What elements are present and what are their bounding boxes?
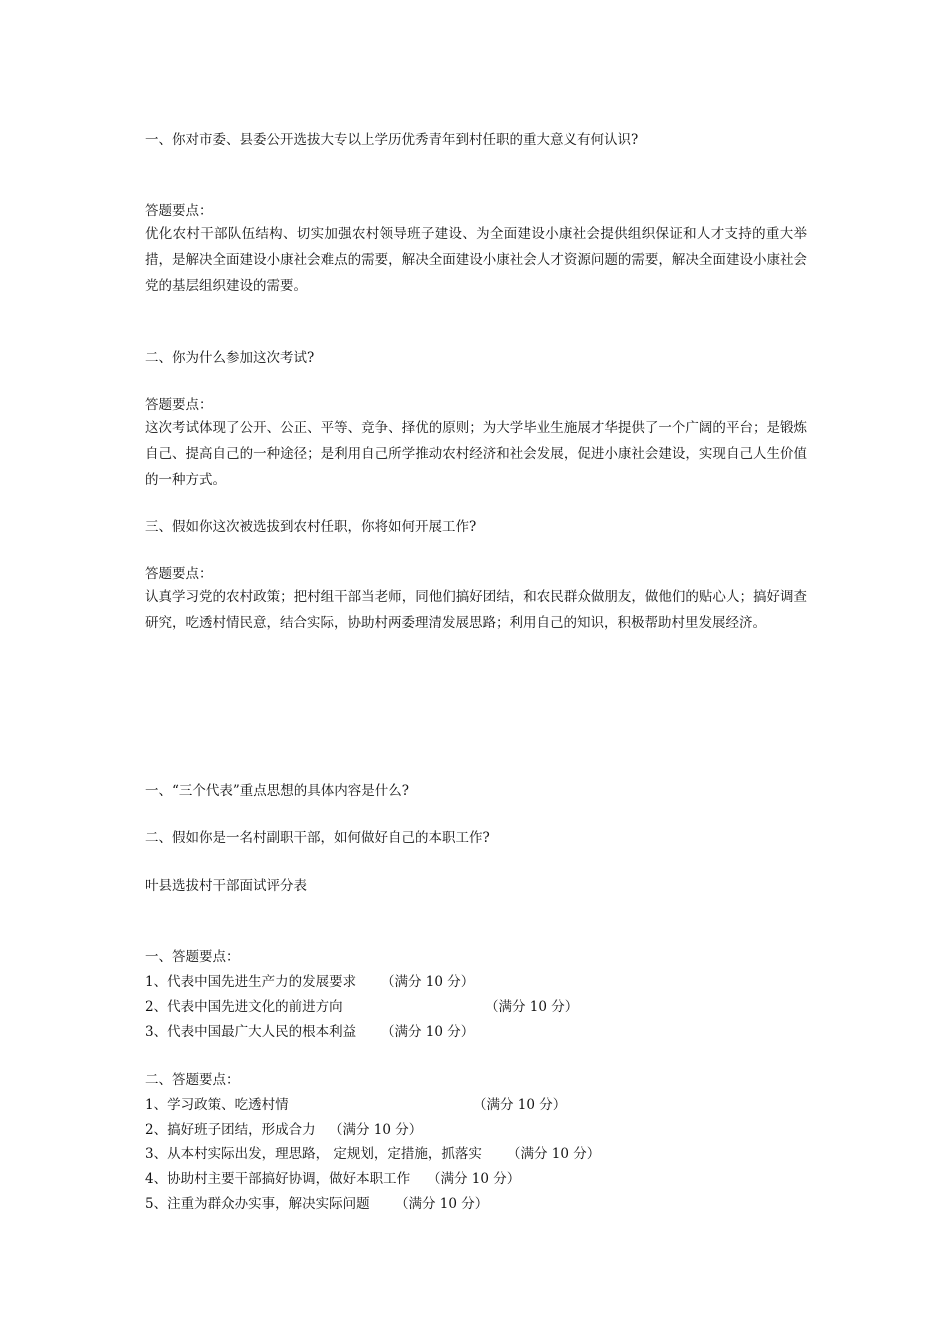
item-score: （满分 10 分） <box>329 1122 423 1138</box>
answer-1-text: 优化农村干部队伍结构、切实加强农村领导班子建设、为全面建设小康社会提供组织保证和人才支持的重大举措，是解决全面建设小康社会难点的需要，解决全面建设小康社会人才资源问题的需要，解决全面建设小康社会党的基层组织建设的需要。 <box>145 226 807 294</box>
part-2-item <box>145 1169 815 1189</box>
part-1-label: 一、答题要点： <box>145 949 240 965</box>
part-2-item <box>145 1095 815 1115</box>
part-2-label: 二、答题要点： <box>145 1072 240 1088</box>
item-text: 2、代表中国先进文化的前进方向 <box>145 999 343 1015</box>
item-text: 4、协助村主要干部搞好协调，做好本职工作 <box>145 1171 411 1187</box>
question-3: 三、假如你这次被选拔到农村任职，你将如何开展工作? <box>145 519 477 535</box>
scoring-table-title: 叶县选拔村干部面试评分表 <box>145 878 307 894</box>
question-2: 二、你为什么参加这次考试? <box>145 350 315 366</box>
item-score: （满分 10 分） <box>381 974 475 990</box>
item-score: （满分 10 分） <box>473 1097 567 1113</box>
item-text: 2、搞好班子团结，形成合力 <box>145 1122 316 1138</box>
part-1-item <box>145 1022 815 1042</box>
item-text: 1、学习政策、吃透村情 <box>145 1097 289 1113</box>
item-score: （满分 10 分） <box>381 1024 475 1040</box>
item-text: 1、代表中国先进生产力的发展要求 <box>145 974 357 990</box>
answer-1-label: 答题要点： <box>145 203 213 219</box>
interview-question-2: 二、假如你是一名村副职干部，如何做好自己的本职工作? <box>145 830 490 846</box>
item-text: 3、从本村实际出发，理思路， 定规划，定措施，抓落实 <box>145 1146 482 1162</box>
part-1-item <box>145 972 815 992</box>
item-score: （满分 10 分） <box>507 1146 601 1162</box>
part-2-item <box>145 1144 815 1164</box>
item-text: 5、注重为群众办实事，解决实际问题 <box>145 1196 370 1212</box>
item-score: （满分 10 分） <box>395 1196 489 1212</box>
answer-2-text: 这次考试体现了公开、公正、平等、竞争、择优的原则；为大学毕业生施展才华提供了一个广阔的平台；是锻炼自己、提高自己的一种途径；是利用自己所学推动农村经济和社会发展，促进小康社会建设，实现自己人生价值的一种方式。 <box>145 420 807 488</box>
part-2-item <box>145 1120 815 1140</box>
question-1: 一、你对市委、县委公开选拔大专以上学历优秀青年到村任职的重大意义有何认识? <box>145 132 639 148</box>
part-2-item <box>145 1194 815 1214</box>
part-1-item <box>145 997 815 1017</box>
answer-3-text: 认真学习党的农村政策；把村组干部当老师，同他们搞好团结，和农民群众做朋友，做他们的贴心人；搞好调查研究，吃透村情民意，结合实际，协助村两委理清发展思路；利用自己的知识，积极帮助村里发展经济。 <box>145 589 807 631</box>
item-score: （满分 10 分） <box>427 1171 521 1187</box>
interview-question-1: 一、“三个代表”重点思想的具体内容是什么? <box>145 783 410 799</box>
answer-2-label: 答题要点： <box>145 397 213 413</box>
item-score: （满分 10 分） <box>485 999 579 1015</box>
item-text: 3、代表中国最广大人民的根本利益 <box>145 1024 357 1040</box>
answer-3-label: 答题要点： <box>145 566 213 582</box>
